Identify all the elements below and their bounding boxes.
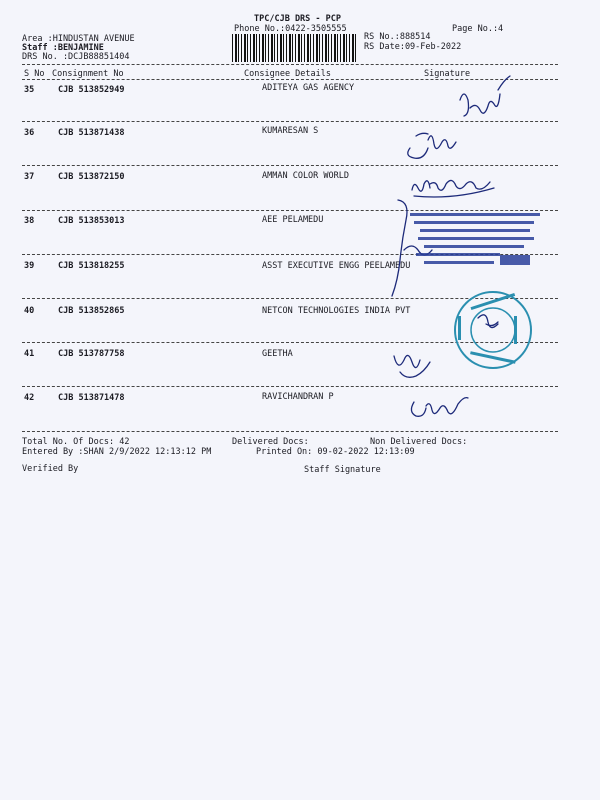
row-sno: 35 <box>24 85 35 95</box>
row-consignee: NETCON TECHNOLOGIES INDIA PVT <box>262 306 411 316</box>
rs-date: RS Date:09-Feb-2022 <box>364 42 462 52</box>
area-field: Area :HINDUSTAN AVENUE <box>22 34 135 44</box>
row-consignee: ASST EXECUTIVE ENGG PEELAMEDU <box>262 261 411 271</box>
staff-field: Staff :BENJAMINE <box>22 43 104 53</box>
col-consignee: Consignee Details <box>244 69 331 79</box>
total-docs: Total No. Of Docs: 42 <box>22 437 130 447</box>
row-consignment: CJB 513871438 <box>58 128 125 138</box>
row-consignment: CJB 513871478 <box>58 393 125 403</box>
staff-signature: Staff Signature <box>304 465 381 475</box>
drs-number: DRS No. :DCJB88851404 <box>22 52 130 62</box>
printed-on: Printed On: 09-02-2022 12:13:09 <box>256 447 415 457</box>
office-seal <box>400 205 550 285</box>
row-sno: 37 <box>24 172 35 182</box>
row-sno: 39 <box>24 261 35 271</box>
row-sno: 36 <box>24 128 35 138</box>
row-sno: 38 <box>24 216 35 226</box>
row-consignee: AEE PELAMEDU <box>262 215 324 225</box>
row-consignee: GEETHA <box>262 349 293 359</box>
row-consignment: CJB 513852949 <box>58 85 125 95</box>
col-consignment: Consignment No <box>52 69 124 79</box>
row-sno: 41 <box>24 349 35 359</box>
phone-number: Phone No.:0422-3505555 <box>234 24 347 34</box>
page-number: Page No.:4 <box>452 24 504 34</box>
entered-by: Entered By :SHAN 2/9/2022 12:13:12 PM <box>22 447 212 457</box>
row-consignee: AMMAN COLOR WORLD <box>262 171 349 181</box>
row-consignment: CJB 513853013 <box>58 216 125 226</box>
col-signature: Signature <box>424 69 471 79</box>
row-consignee: KUMARESAN S <box>262 126 319 136</box>
col-sno: S No <box>24 69 45 79</box>
row-consignment: CJB 513852865 <box>58 306 125 316</box>
company-seal <box>450 290 536 370</box>
non-delivered-docs: Non Delivered Docs: <box>370 437 468 447</box>
row-consignment: CJB 513872150 <box>58 172 125 182</box>
delivered-docs: Delivered Docs: <box>232 437 309 447</box>
rs-number: RS No.:888514 <box>364 32 431 42</box>
row-consignment: CJB 513787758 <box>58 349 125 359</box>
row-consignee: RAVICHANDRAN P <box>262 392 334 402</box>
document-title: TPC/CJB DRS - PCP <box>254 14 341 24</box>
row-consignee: ADITEYA GAS AGENCY <box>262 83 355 93</box>
row-sno: 40 <box>24 306 35 316</box>
row-sno: 42 <box>24 393 35 403</box>
verified-by: Verified By <box>22 464 79 474</box>
row-consignment: CJB 513818255 <box>58 261 125 271</box>
